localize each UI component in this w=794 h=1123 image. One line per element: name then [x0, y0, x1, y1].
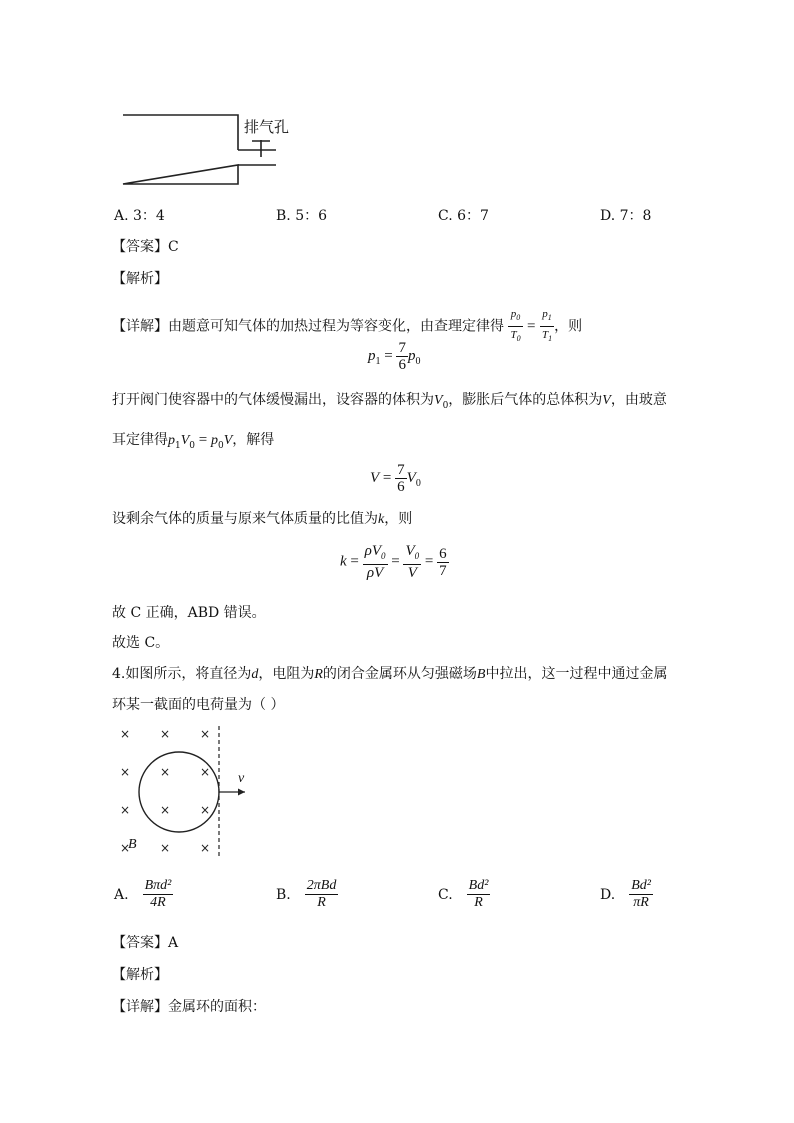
charles-law-left: $\frac{p_0}{T_0}$ [510, 308, 521, 344]
q3-conclusion-2: 故选 C。 [112, 635, 170, 651]
q4-option-c: C. $\frac{\text{Bd²}}{R}$ [438, 878, 489, 910]
q4-analysis-tag: 【解析】 [112, 967, 168, 983]
equation-k: k = $\frac{\rho V_0}{\rho V}$ = $\frac{V_0}{V}$ = $\frac{6}{7}$ [340, 543, 447, 581]
q3-option-c: C. 6：7 [438, 208, 489, 224]
q3-option-b: B. 5：6 [276, 208, 328, 224]
svg-text:×: × [200, 765, 211, 779]
svg-text:×: × [160, 841, 171, 855]
q3-option-a: A. 3：4 [114, 208, 165, 224]
svg-text:×: × [200, 841, 211, 855]
q3-analysis-tag: 【解析】 [112, 271, 168, 287]
exhaust-hole-label: 排气孔 [244, 118, 290, 136]
svg-text:×: × [120, 841, 131, 855]
q3-detail-line1: 【详解】由题意可知气体的加热过程为等容变化，由查理定律得 $\frac{p_0}{T_0}$ = $\frac{p_1}{T_1}$ ，则 [112, 306, 582, 347]
q4-option-d: D. $\frac{\text{Bd²}}{\pi R}$ [600, 878, 651, 910]
q4-detail: 【详解】金属环的面积： [112, 999, 266, 1015]
svg-text:×: × [160, 727, 171, 741]
svg-text:×: × [200, 727, 211, 741]
field-b-label: B [128, 837, 137, 852]
q3-conclusion-1: 故 C 正确，ABD 错误。 [112, 605, 266, 621]
svg-text:×: × [160, 803, 171, 817]
q4-stem-line1: 4.如图所示，将直径为d，电阻为R的闭合金属环从匀强磁场B中拉出，这一过程中通过金属 [112, 666, 668, 682]
svg-text:×: × [120, 727, 131, 741]
q4-option-a: A. $\frac{\text{Bπd²}}{4R}$ [114, 878, 172, 910]
q3-para3: 设剩余气体的质量与原来气体质量的比值为k，则 [112, 511, 413, 527]
equation-p1: $p_1$ = $\frac{7}{6}$ $p_0$ [368, 340, 421, 373]
equation-v: V = $\frac{7}{6}$ $V_0$ [370, 462, 421, 495]
q3-answer: 【答案】C [112, 239, 179, 255]
svg-text:×: × [200, 803, 211, 817]
q4-answer: 【答案】A [112, 935, 179, 951]
q4-stem-line2: 环某一截面的电荷量为（ ） [112, 697, 285, 713]
q3-para2-line1: 打开阀门使容器中的气体缓慢漏出，设容器的体积为$V_0$，膨胀后气体的总体积为V，由玻意 [112, 392, 667, 411]
svg-text:×: × [160, 765, 171, 779]
q3-option-d: D. 7：8 [600, 208, 652, 224]
svg-text:×: × [120, 765, 131, 779]
charles-law-right: $\frac{p_1}{T_1}$ [541, 308, 553, 344]
q4-option-b: B. $\frac{\text{2πBd}}{R}$ [276, 878, 337, 910]
velocity-label: v [238, 771, 245, 786]
svg-text:×: × [120, 803, 131, 817]
q3-para2-line2: 耳定律得$p_1V_0 = p_0V$，解得 [112, 432, 275, 451]
